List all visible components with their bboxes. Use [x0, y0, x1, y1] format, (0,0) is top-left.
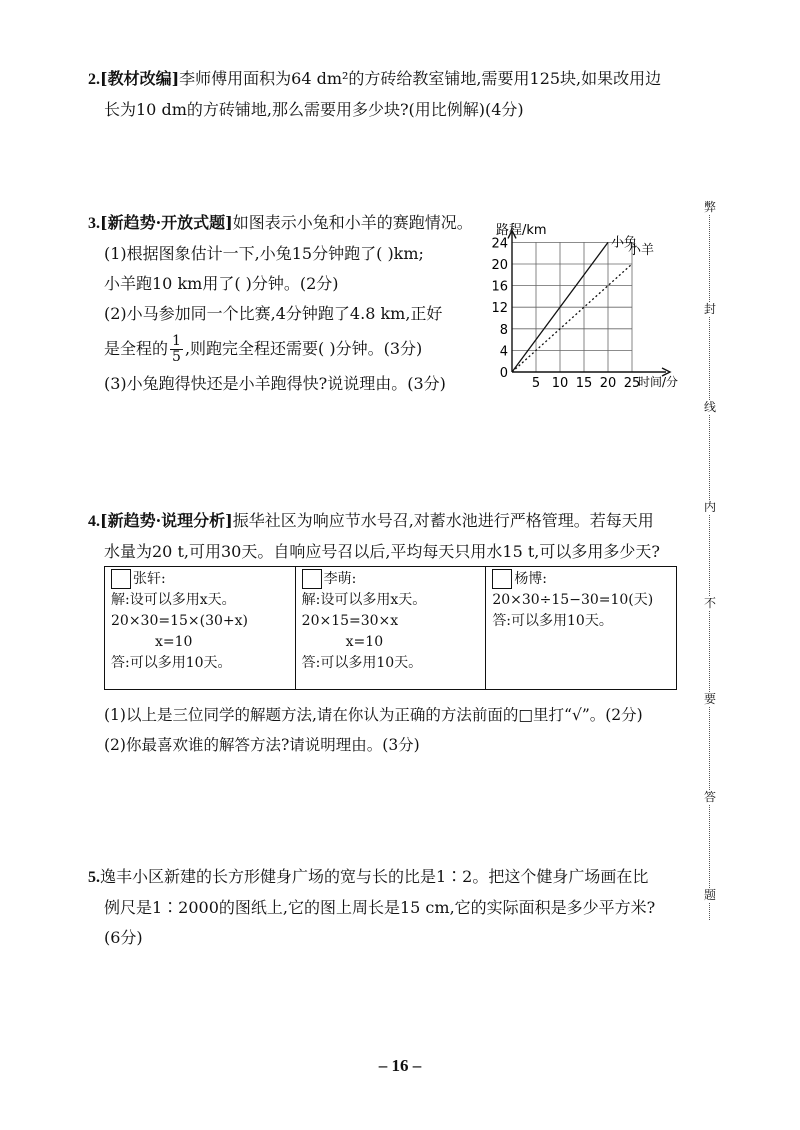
margin-char: 封 [703, 302, 716, 316]
q2-tag: [教材改编] [100, 69, 180, 88]
solution-line: 答:可以多用10天。 [492, 613, 613, 629]
margin-char: 要 [703, 692, 716, 706]
y-tick-label: 0 [499, 366, 508, 381]
margin-char: 答 [703, 790, 716, 804]
question-5 [88, 862, 655, 953]
solver-name: 李萌: [323, 571, 357, 587]
y-tick-label: 8 [499, 322, 508, 338]
margin-char: 内 [703, 500, 716, 514]
y-tick-label: 12 [491, 301, 508, 317]
q3-part3: (3)小兔跑得快还是小羊跑得快?说说理由。(3分) [104, 374, 446, 393]
x-tick-label: 10 [551, 376, 569, 391]
q4-line2: 水量为20 t,可用30天。自响应号召以后,平均每天只用水15 t,可以多用多少天? [104, 542, 660, 561]
q2-line2: 长为10 dm的方砖铺地,那么需要用多少块?(用比例解)(4分) [104, 100, 524, 119]
solution-yangbo [486, 567, 677, 690]
solution-line: 20×30÷15−30=10(天) [492, 592, 654, 608]
solution-zhangxuan [105, 567, 296, 690]
solution-line: 20×15=30×x [301, 613, 399, 629]
question-4-parts [88, 700, 643, 760]
solver-name: 杨博: [514, 571, 548, 587]
x-tick-label: 15 [575, 376, 593, 391]
solution-line: x=10 [345, 634, 384, 650]
q3-tag: [新趋势·开放式题] [100, 213, 233, 232]
question-4 [88, 506, 660, 567]
q5-number: 5. [88, 869, 100, 886]
q3-number: 3. [88, 215, 100, 232]
q2-number: 2. [88, 71, 100, 88]
q3-part2-b-post: ,则跑完全程还需要( )分钟。(3分) [184, 339, 423, 358]
solver-name: 张轩: [133, 571, 166, 587]
margin-char: 弊 [703, 200, 716, 214]
solution-limeng [295, 567, 486, 690]
y-tick-label: 24 [491, 236, 508, 252]
y-tick-label: 16 [491, 279, 508, 295]
fraction-numerator: 1 [172, 333, 181, 349]
solution-line: x=10 [155, 634, 193, 650]
margin-char: 不 [703, 596, 716, 610]
sheep-series-line [512, 264, 632, 372]
page-number: – 16 – [378, 1056, 422, 1075]
check-box-zhangxuan[interactable] [111, 569, 131, 589]
q4-tag: [新趋势·说理分析] [100, 511, 233, 530]
x-tick-label: 25 [623, 376, 641, 391]
q4-part1: (1)以上是三位同学的解题方法,请在你认为正确的方法前面的□里打“√”。(2分) [104, 706, 643, 724]
q2-line1: 李师傅用面积为64 dm²的方砖给教室铺地,需要用125块,如果改用边 [179, 69, 662, 88]
q4-number: 4. [88, 513, 100, 530]
seal-line-margin [703, 200, 717, 920]
margin-char: 题 [703, 888, 716, 902]
question-3 [88, 208, 473, 399]
fraction-denominator: 5 [172, 349, 181, 365]
q5-line2: 例尺是1∶2000的图纸上,它的图上周长是15 cm,它的实际面积是多少平方米? [104, 898, 656, 917]
q3-intro: 如图表示小兔和小羊的赛跑情况。 [232, 213, 473, 232]
solution-line: 20×30=15×(30+x) [111, 613, 248, 629]
chart-xlabel: 时间/分 [638, 375, 679, 389]
check-box-limeng[interactable] [302, 569, 322, 589]
q3-part1-a: (1)根据图象估计一下,小兔15分钟跑了( )km; [104, 244, 424, 263]
q5-line1: 逸丰小区新建的长方形健身广场的宽与长的比是1∶2。把这个健身广场画在比 [100, 867, 649, 886]
rabbit-series-label: 小兔 [611, 235, 638, 251]
q4-part2: (2)你最喜欢谁的解答方法?请说明理由。(3分) [104, 736, 420, 754]
y-tick-label: 4 [499, 344, 508, 360]
chart-ylabel: 路程/km [496, 223, 547, 238]
q3-part2-b-pre: 是全程的 [104, 339, 169, 358]
q3-part1-b: 小羊跑10 km用了( )分钟。(2分) [104, 274, 339, 293]
x-tick-label: 5 [531, 376, 541, 391]
x-tick-label: 20 [599, 376, 617, 391]
solutions-table [104, 566, 677, 690]
q5-line3: (6分) [104, 928, 143, 947]
margin-char: 线 [703, 400, 716, 414]
question-2 [88, 64, 661, 125]
solution-line: 答:可以多用10天。 [301, 655, 423, 671]
q3-part2-b [88, 329, 473, 369]
fraction-one-fifth [170, 334, 183, 365]
solution-line: 解:设可以多用x天。 [301, 592, 427, 608]
q3-part2-a: (2)小马参加同一个比赛,4分钟跑了4.8 km,正好 [104, 304, 443, 323]
solution-line: 解:设可以多用x天。 [111, 592, 236, 608]
solution-line: 答:可以多用10天。 [111, 655, 232, 671]
sheep-series-label: 小羊 [628, 243, 655, 258]
check-box-yangbo[interactable] [492, 569, 512, 589]
y-tick-label: 20 [491, 258, 508, 273]
q4-line1: 振华社区为响应节水号召,对蓄水池进行严格管理。若每天用 [232, 511, 654, 530]
race-line-chart [478, 218, 698, 396]
